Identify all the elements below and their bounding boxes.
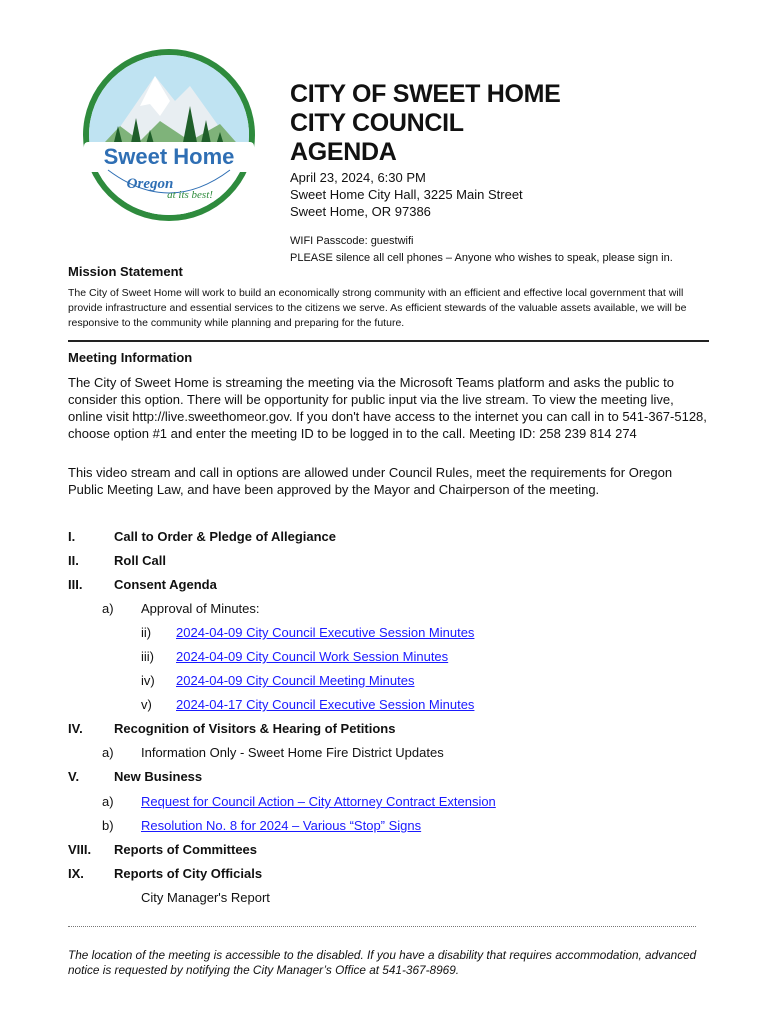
link-resolution-stop-signs[interactable]: Resolution No. 8 for 2024 – Various “Stop” Signs <box>141 818 422 833</box>
agenda-num-1: I. <box>68 529 76 544</box>
logo-state: Oregon <box>126 176 174 192</box>
meeting-date: April 23, 2024, 6:30 PM <box>290 170 426 185</box>
link-council-action-attorney[interactable]: Request for Council Action – City Attorney Contract Extension <box>141 794 496 809</box>
agenda-item-roll-call: Roll Call <box>114 553 167 568</box>
meeting-info-paragraph-1: The City of Sweet Home is streaming the meeting via the Microsoft Teams platform and asks the public to consider this option. There will be opportunity for public input via the live stream. To view the meeting live, online visit http://live.sweethomeor.gov. If you don't have access to the internet you can call in to 541-367-5128, choose option #1 and enter the meeting ID to be logged in to the call. Meeting ID: 258 239 814 274 <box>68 375 707 441</box>
footer-divider <box>68 926 696 927</box>
minutes-num-4: v) <box>141 697 152 712</box>
agenda-num-9: IX. <box>68 866 84 881</box>
agenda-num-5: V. <box>68 769 80 784</box>
agenda-sub-fire-district: Information Only - Sweet Home Fire District Updates <box>141 745 444 760</box>
agenda-num-4: IV. <box>68 721 83 736</box>
agenda-num-3: III. <box>68 577 83 592</box>
agenda-item-committees: Reports of Committees <box>114 842 258 857</box>
agenda-sub-num: a) <box>102 745 114 760</box>
agenda-item-new-business: New Business <box>114 769 203 784</box>
wifi-passcode: WIFI Passcode: guestwifi <box>290 235 414 247</box>
agenda-num-2: II. <box>68 553 79 568</box>
title-line-2: CITY COUNCIL <box>290 109 464 137</box>
agenda-item-call-to-order: Call to Order & Pledge of Allegiance <box>114 529 337 544</box>
minutes-num-3: iv) <box>141 673 155 688</box>
mission-text: The City of Sweet Home will work to build an economically strong community with an efficient and effective local government that will provide infrastructure and essential services to the citizens we serve. As efficient stewards of the valuable assets available, we will be responsive to the community while planning and preparing for the future. <box>68 287 687 329</box>
minutes-link-exec-0409[interactable]: 2024-04-09 City Council Executive Session Minutes <box>176 625 475 640</box>
city-logo-graphic <box>80 46 258 224</box>
meeting-city: Sweet Home, OR 97386 <box>290 204 431 219</box>
city-logo <box>80 46 258 224</box>
agenda-item-city-officials: Reports of City Officials <box>114 866 263 881</box>
phone-notice: PLEASE silence all cell phones – Anyone who wishes to speak, please sign in. <box>290 252 673 264</box>
agenda-item-consent: Consent Agenda <box>114 577 217 592</box>
agenda-sub-city-manager: City Manager's Report <box>141 890 270 905</box>
accessibility-notice: The location of the meeting is accessible to the disabled. If you have a disability that requires accommodation, advanced notice is requested by notifying the City Manager’s Office at 541-367-8969. <box>68 948 697 977</box>
agenda-sub-num: a) <box>102 794 114 809</box>
title-line-3: AGENDA <box>290 138 397 166</box>
mission-heading: Mission Statement <box>68 264 183 279</box>
agenda-item-recognition: Recognition of Visitors & Hearing of Petitions <box>114 721 396 736</box>
agenda-num-8: VIII. <box>68 842 92 857</box>
meeting-location: Sweet Home City Hall, 3225 Main Street <box>290 187 523 202</box>
title-line-1: CITY OF SWEET HOME <box>290 80 561 108</box>
agenda-sub-num: a) <box>102 601 114 616</box>
agenda-sub-approval-minutes: Approval of Minutes: <box>141 601 260 616</box>
minutes-num-2: iii) <box>141 649 154 664</box>
minutes-num-1: ii) <box>141 625 152 640</box>
meeting-info-heading: Meeting Information <box>68 350 193 365</box>
logo-tagline: at its best! <box>167 189 213 201</box>
minutes-link-exec-0417[interactable]: 2024-04-17 City Council Executive Session Minutes <box>176 697 475 712</box>
minutes-link-work-0409[interactable]: 2024-04-09 City Council Work Session Minutes <box>176 649 449 664</box>
meeting-info-paragraph-2: This video stream and call in options are allowed under Council Rules, meet the requirements for Oregon Public Meeting Law, and have been approved by the Mayor and Chairperson of the meeting. <box>68 465 673 497</box>
logo-name: Sweet Home <box>103 144 235 169</box>
minutes-link-meeting-0409[interactable]: 2024-04-09 City Council Meeting Minutes <box>176 673 415 688</box>
divider <box>68 340 709 342</box>
agenda-sub-num: b) <box>102 818 114 833</box>
